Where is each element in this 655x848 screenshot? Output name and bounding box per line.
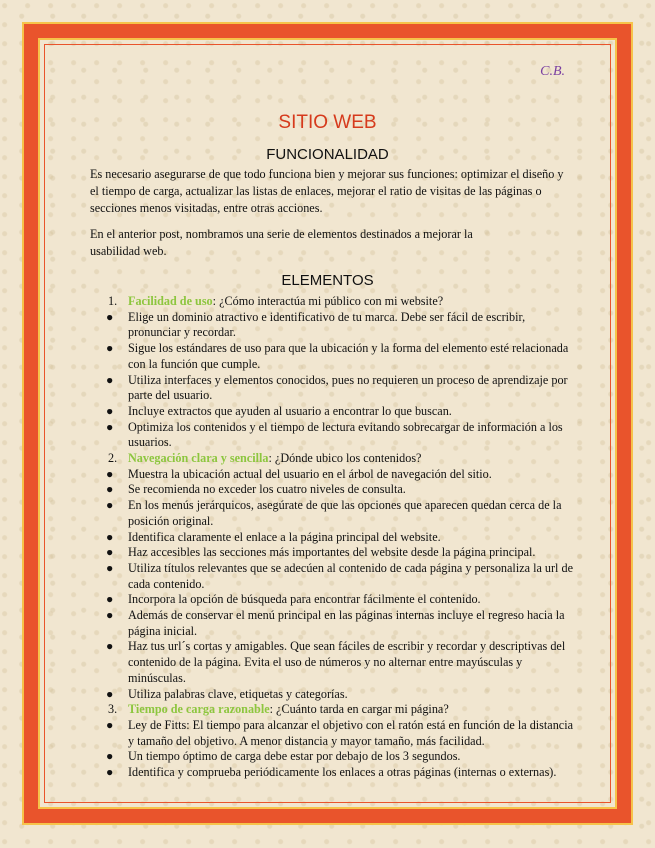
numbered-list-item — [90, 451, 575, 467]
bullet-marker: ● — [106, 419, 114, 434]
intro-paragraph-2: En el anterior post, nombramos una serie de elementos destinados a mejorar la usabilidad web. — [90, 227, 473, 258]
item-text: Haz tus url´s cortas y amigables. Que sean fáciles de escribir y recordar y descriptivas del contenido de la página. Evita el uso de números y no alternar entre mayúsculas y minúsculas. — [128, 639, 566, 685]
list-number: 2. — [108, 451, 118, 466]
item-heading: Facilidad de uso — [128, 294, 213, 308]
item-text: Un tiempo óptimo de carga debe estar por debajo de los 3 segundos. — [128, 749, 461, 764]
page-title: SITIO WEB — [278, 112, 377, 133]
bullet-list-item — [90, 561, 575, 592]
bullet-list-item — [90, 530, 575, 546]
numbered-list-item — [90, 294, 575, 310]
bullet-list-item — [90, 373, 575, 404]
bullet-list-item — [90, 310, 575, 341]
elements-list — [90, 294, 575, 781]
bullet-list-item — [90, 592, 575, 608]
item-text: Incluye extractos que ayuden al usuario a encontrar lo que buscan. — [128, 403, 452, 418]
bullet-marker: ● — [106, 341, 114, 356]
list-number: 1. — [108, 294, 118, 308]
item-text: Elige un dominio atractivo e identificativo de tu marca. Debe ser fácil de escribir, pronunciar y recordar. — [128, 309, 526, 340]
item-text: Utiliza títulos relevantes que se adecúen al contenido de cada página y personaliza la url de cada contenido. — [128, 560, 573, 591]
bullet-marker: ● — [106, 482, 114, 497]
item-text: : ¿Cómo interactúa mi público con mi website? — [212, 294, 444, 308]
section-heading-elementos: ELEMENTOS — [281, 272, 374, 289]
bullet-list-item — [90, 687, 575, 703]
bullet-marker: ● — [106, 608, 114, 623]
item-text: En los menús jerárquicos, asegúrate de que las opciones que aparecen quedan cerca de la posición original. — [128, 498, 562, 528]
list-number: 3. — [108, 702, 118, 717]
section-heading-funcionalidad: FUNCIONALIDAD — [266, 146, 389, 163]
bullet-list-item — [90, 420, 575, 451]
item-text: Utiliza palabras clave, etiquetas y categorías. — [128, 686, 348, 701]
bullet-marker: ● — [106, 639, 114, 654]
bullet-marker: ● — [106, 498, 114, 513]
bullet-list-item — [90, 404, 575, 420]
item-text: Incorpora la opción de búsqueda para encontrar fácilmente el contenido. — [128, 592, 481, 607]
bullet-marker: ● — [106, 545, 114, 560]
item-text: Identifica claramente el enlace a la página principal del website. — [128, 529, 441, 544]
item-text: Además de conservar el menú principal en las páginas internas incluye el regreso hacia la página inicial. — [128, 608, 565, 638]
bullet-marker: ● — [106, 749, 114, 764]
bullet-marker: ● — [106, 717, 114, 732]
item-text: : ¿Dónde ubico los contenidos? — [268, 451, 422, 466]
bullet-marker: ● — [106, 309, 114, 324]
bullet-list-item — [90, 765, 575, 781]
bullet-list-item — [90, 341, 575, 372]
bullet-marker: ● — [106, 466, 114, 481]
bullet-list-item — [90, 467, 575, 483]
bullet-list-item — [90, 482, 575, 498]
item-text: : ¿Cuánto tarda en cargar mi página? — [269, 702, 449, 717]
numbered-list-item — [90, 702, 575, 718]
intro-paragraph-1: Es necesario asegurarse de que todo funciona bien y mejorar sus funciones: optimizar el diseño y el tiempo de carga, actualizar las listas de enlaces, mejorar el ratio de visitas de las páginas o secciones menos visitadas, entre otras acciones. — [90, 167, 564, 215]
bullet-list-item — [90, 749, 575, 765]
item-text: Muestra la ubicación actual del usuario en el árbol de navegación del sitio. — [128, 466, 492, 481]
bullet-marker: ● — [106, 372, 114, 387]
item-text: Haz accesibles las secciones más importantes del website desde la página principal. — [128, 545, 536, 560]
bullet-list-item — [90, 608, 575, 639]
bullet-list-item — [90, 545, 575, 561]
bullet-marker: ● — [106, 686, 114, 701]
item-text: Optimiza los contenidos y el tiempo de lectura evitando sobrecargar de información a los usuarios. — [128, 419, 563, 450]
item-heading: Tiempo de carga razonable — [128, 702, 270, 717]
bullet-list-item — [90, 639, 575, 686]
bullet-marker: ● — [106, 765, 114, 780]
bullet-marker: ● — [106, 529, 114, 544]
item-heading: Navegación clara y sencilla — [128, 451, 269, 466]
bullet-marker: ● — [106, 592, 114, 607]
author-initials: C.B. — [540, 64, 565, 79]
item-text: Ley de Fitts: El tiempo para alcanzar el objetivo con el ratón está en función de la distancia y tamaño del objetivo. A menor distancia y mayor tamaño, más facilidad. — [128, 717, 574, 748]
bullet-marker: ● — [106, 560, 114, 575]
item-text: Sigue los estándares de uso para que la ubicación y la forma del elemento esté relacionada con la función que cumple. — [128, 341, 569, 371]
bullet-list-item — [90, 718, 575, 749]
bullet-list-item — [90, 498, 575, 529]
item-text: Utiliza interfaces y elementos conocidos, pues no requieren un proceso de aprendizaje por parte del usuario. — [128, 372, 568, 403]
bullet-marker: ● — [106, 403, 114, 418]
item-text: Identifica y comprueba periódicamente los enlaces a otras páginas (internas o externas). — [128, 765, 557, 780]
item-text: Se recomienda no exceder los cuatro niveles de consulta. — [128, 482, 406, 497]
